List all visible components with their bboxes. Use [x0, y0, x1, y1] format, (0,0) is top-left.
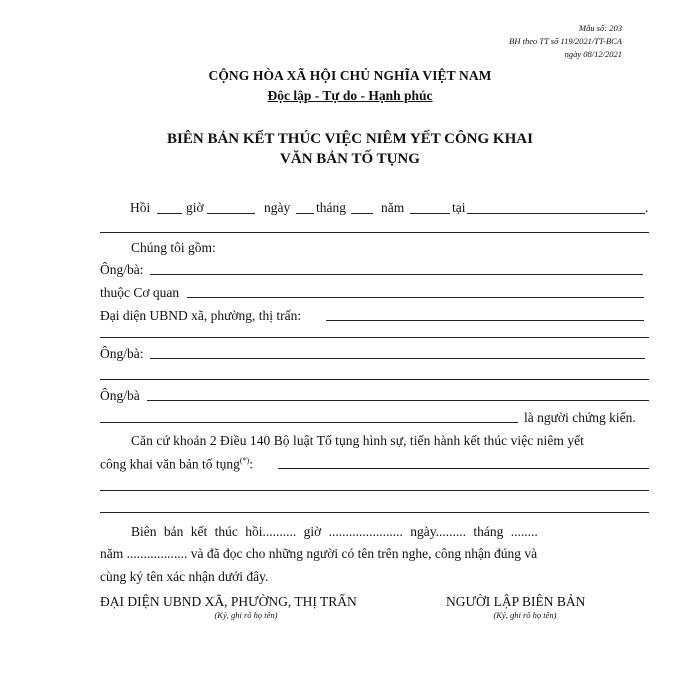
label-thuoc-co-quan: thuộc Cơ quan — [100, 285, 180, 300]
field-tai[interactable] — [467, 213, 645, 214]
field-ong-ba-1[interactable] — [150, 274, 643, 275]
field-ong-ba-3-continued[interactable] — [100, 422, 518, 423]
label-nguoi-chung-kien: là người chứng kiến. — [524, 410, 636, 425]
field-dai-dien-ubnd[interactable] — [326, 320, 644, 321]
form-number-block — [509, 22, 622, 61]
label-tai: tại — [452, 200, 466, 215]
country-name: CỘNG HÒA XÃ HỘI CHỦ NGHĨA VIỆT NAM — [208, 68, 492, 83]
text-bien-ban-line2: năm .................. và đã đọc cho những người có tên trên nghe, công nhận đúng và — [100, 546, 538, 561]
label-chung-toi-gom: Chúng tôi gồm: — [131, 240, 216, 255]
form-date: ngày 08/12/2021 — [564, 49, 622, 59]
label-gio: giờ — [186, 200, 204, 215]
field-thang[interactable] — [351, 213, 373, 214]
label-ong-ba-2: Ông/bà: — [100, 346, 144, 361]
field-ong-ba-2[interactable] — [150, 358, 645, 359]
signature-left-block — [100, 594, 392, 620]
text-bien-ban-line3: cùng ký tên xác nhận dưới đây. — [100, 569, 269, 584]
text-can-cu-line1: Căn cứ khoản 2 Điều 140 Bộ luật Tố tụng hình sự, tiến hành kết thúc việc niêm yết — [131, 433, 584, 448]
field-ong-ba-2-continued[interactable] — [100, 379, 649, 380]
signature-right-block — [446, 594, 604, 620]
field-ong-ba-3[interactable] — [147, 400, 649, 401]
form-number: Mẫu số: 203 — [579, 23, 622, 33]
field-van-ban-to-tung[interactable] — [278, 468, 649, 469]
motto-text: Độc lập - Tự do - Hạnh phúc — [267, 88, 433, 103]
label-dai-dien-ubnd: Đại diện UBND xã, phường, thị trấn: — [100, 308, 302, 323]
field-dai-dien-continued[interactable] — [100, 337, 649, 338]
text-bien-ban-line1: Biên bản kết thúc hồi.......... giờ ...................... ngày......... tháng ........ — [131, 524, 538, 539]
label-ngay: ngày — [264, 200, 291, 215]
footnote-marker: (*) — [239, 456, 250, 465]
field-nam[interactable] — [410, 213, 450, 214]
field-van-ban-continued-1[interactable] — [100, 490, 649, 491]
field-ngay[interactable] — [296, 213, 314, 214]
label-thang: tháng — [316, 200, 346, 215]
period: . — [645, 200, 649, 215]
document-title-line2: VĂN BẢN TỐ TỤNG — [280, 151, 420, 167]
signature-right-note: (Ký, ghi rõ họ tên) — [493, 610, 557, 620]
document-title-line1: BIÊN BẢN KẾT THÚC VIỆC NIÊM YẾT CÔNG KHAI — [167, 131, 533, 147]
field-hoi[interactable] — [157, 213, 182, 214]
signature-left-note: (Ký, ghi rõ họ tên) — [214, 610, 278, 620]
can-cu-colon: : — [249, 456, 253, 472]
label-ong-ba-3: Ông/bà — [100, 388, 140, 403]
field-van-ban-continued-2[interactable] — [100, 512, 649, 513]
label-ong-ba-1: Ông/bà: — [100, 262, 144, 277]
motto — [0, 88, 700, 104]
label-nam: năm — [381, 200, 405, 215]
field-co-quan[interactable] — [187, 297, 644, 298]
field-gio[interactable] — [207, 213, 255, 214]
signature-left-title: ĐẠI DIỆN UBND XÃ, PHƯỜNG, THỊ TRẤN — [100, 594, 357, 609]
signature-right-title: NGƯỜI LẬP BIÊN BẢN — [446, 594, 586, 609]
text-can-cu-line2 — [100, 456, 253, 473]
label-hoi: Hồi — [130, 200, 151, 215]
field-tai-continued[interactable] — [100, 232, 649, 233]
can-cu-text: công khai văn bản tố tụng — [100, 456, 240, 472]
form-circular: BH theo TT số 119/2021/TT-BCA — [509, 36, 622, 46]
